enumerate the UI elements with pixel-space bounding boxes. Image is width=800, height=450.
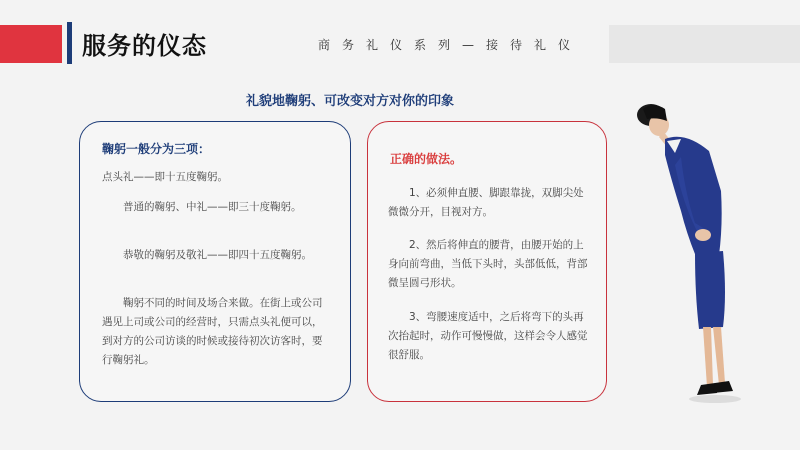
correct-method-step-2: 2、然后将伸直的腰背，由腰开始的上身向前弯曲，当低下头时，头部低低，背部微呈圆弓形状。 bbox=[388, 239, 588, 289]
header-red-block bbox=[0, 25, 62, 63]
page-title: 服务的仪态 bbox=[82, 32, 207, 60]
correct-method-step-1: 1、必须伸直腰、脚跟靠拢，双脚尖处微微分开，目视对方。 bbox=[388, 187, 584, 218]
header-gray-block bbox=[609, 25, 800, 63]
slide-subtitle: 礼貌地鞠躬、可改变对方对你的印象 bbox=[245, 94, 454, 109]
bow-types-paragraph-3: 恭敬的鞠躬及敬礼——即四十五度鞠躬。 bbox=[123, 249, 312, 261]
bow-types-card bbox=[79, 121, 351, 402]
correct-method-card bbox=[367, 121, 607, 402]
bow-types-paragraph-1: 点头礼——即十五度鞠躬。 bbox=[102, 171, 228, 183]
correct-method-step-3: 3、弯腰速度适中，之后将弯下的头再次抬起时，动作可慢慢做，这样会令人感觉很舒服。 bbox=[388, 311, 588, 361]
correct-method-heading: 正确的做法。 bbox=[390, 152, 463, 166]
bowing-woman-figure-icon bbox=[625, 95, 755, 415]
header-accent-bar bbox=[67, 22, 72, 64]
bow-types-paragraph-2: 普通的鞠躬、中礼——即三十度鞠躬。 bbox=[123, 201, 302, 213]
bow-types-heading: 鞠躬一般分为三项： bbox=[102, 142, 211, 156]
series-title: 商务礼仪系列—接待礼仪 bbox=[318, 38, 583, 52]
bow-types-paragraph-4: 鞠躬不同的时间及场合来做。在街上或公司遇见上司或公司的经营时，只需点头礼便可以，到对方的公司访谈的时候或接待初次访客时，要行鞠躬礼。 bbox=[102, 297, 323, 366]
